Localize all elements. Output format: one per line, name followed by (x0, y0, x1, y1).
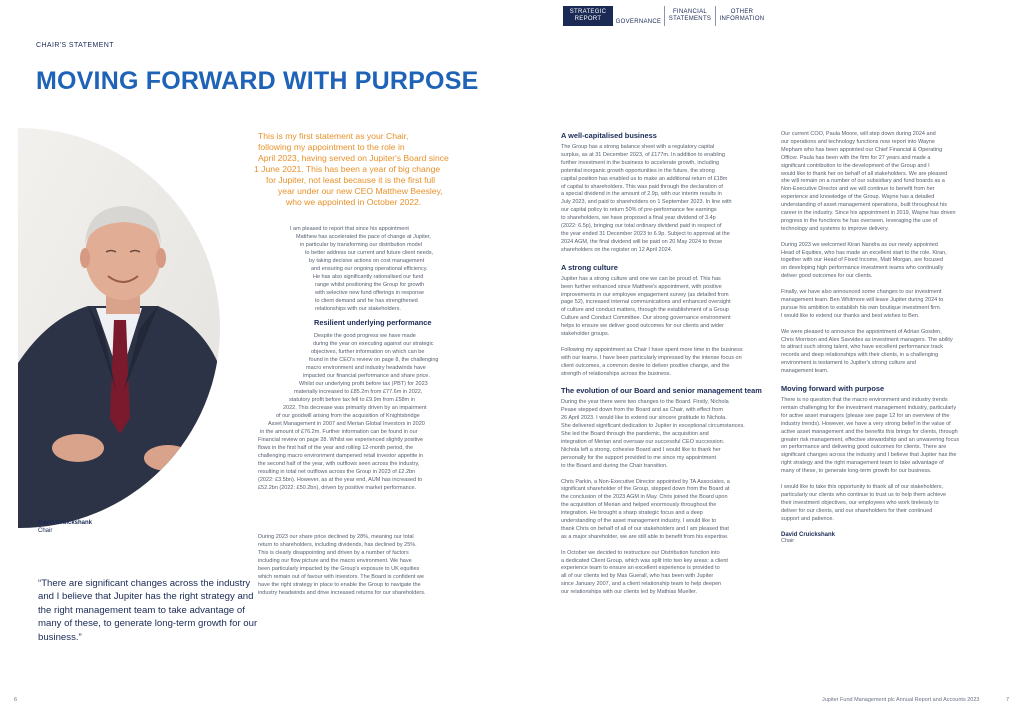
page-number-right: 7 (1006, 697, 1010, 703)
body-line: the conclusion of the 2023 AGM in May. Chris joined the Board upon (561, 494, 728, 501)
body-line: would like to thank her on behalf of all stakeholders. We are pleased (781, 170, 948, 177)
section-heading: A well-capitalised business (561, 131, 657, 140)
footer-title: Jupiter Fund Management plc Annual Report and Accounts 2023 (822, 697, 980, 703)
body-line: to the Board and during the Chair transition. (561, 462, 668, 469)
col1-body-line: industry headwinds and drive increased returns for our shareholders. (258, 590, 426, 596)
body-line: particularly our clients who continue to trust us to help them achieve (781, 491, 947, 498)
signoff-role: Chair (781, 537, 795, 544)
body-line: She led the Board through the pandemic, the acquisition and (561, 431, 709, 438)
body-line: active asset management and the benefits this brings for clients, through (781, 428, 958, 435)
col1-body-line: Asset Management in 2007 and Merian Global Investors in 2020 (268, 421, 425, 427)
col1-body-line: objectives, further information on which can be (311, 349, 425, 355)
body-line: to shareholders, we have proposed a final year dividend of 3.4p (561, 215, 716, 222)
lead-line: year under our new CEO Matthew Beesley, (278, 186, 443, 196)
section-heading: The evolution of our Board and senior management team (561, 386, 762, 396)
col1-body-line: during the year on executing against our strategic (313, 341, 434, 347)
body-line: Following my appointment as Chair I have spent more time in the business (561, 346, 743, 353)
lead-line: following my appointment to the role in (258, 142, 405, 152)
body-line: environment is testament to Jupiter's strong culture and (781, 360, 916, 367)
col1-intro-line: in particular by transforming our distribution model (300, 242, 422, 248)
body-line: further investment in the business to accelerate growth, including (561, 159, 720, 166)
col1-body-line: in the amount of £76.2m. Further information can be found in our (260, 429, 418, 435)
body-line: technology and systems to improve delivery. (781, 225, 889, 232)
body-line: management team. (781, 368, 829, 375)
col1-body-line: £52.2bn (2022: £50.2bn), driven by positive market performance. (258, 485, 417, 491)
col1-body-line: materially increased to £85.2m from £77.6m in 2022, (294, 389, 423, 395)
body-line: our operations and technology functions now report into Wayne (781, 138, 935, 145)
body-line: Culture and Conduct Committee. Our strong governance environment (561, 315, 731, 322)
col1-body-line: During 2023 our share price declined by 28%, meaning our total (258, 534, 414, 540)
page-number-left: 6 (14, 697, 18, 703)
body-line: (2022: 6.5p), bringing our total ordinary dividend paid in respect of (561, 223, 722, 230)
body-line: personally for the support provided to me since my appointment (561, 454, 716, 461)
column-3 (781, 131, 993, 545)
body-line: for active asset managers (please see page 12 for an overview of the (781, 412, 950, 419)
body-line: experience and knowledge of the Group. Wayne has a detailed (781, 194, 935, 201)
photo-caption-role: Chair (38, 528, 53, 534)
col1-heading: Resilient underlying performance (314, 318, 432, 327)
col1-body-line: flows in the first half of the year and rolling 12-month period, the (258, 445, 414, 451)
body-line (561, 542, 766, 550)
col1-body-line: Despite the good progress we have made (314, 333, 416, 339)
body-line: During 2023 we welcomed Kiran Nandra as our newly appointed (781, 241, 938, 248)
nav-divider (715, 6, 716, 26)
body-line: been further enhanced since Matthew's appointment, with positive (561, 283, 722, 290)
lead-line: who we appointed in October 2022. (286, 197, 422, 207)
body-line: integration of Merian and oversaw our successful CEO succession. (561, 438, 725, 445)
col1-body-line: found in the CEO's review on page 8, the challenging (309, 357, 439, 363)
body-line: our relationships with our clients led by Mathias Mueller. (561, 589, 698, 596)
body-line: significant changes across the industry and I believe that Jupiter has the (781, 452, 957, 459)
body-line: Chris Parkin, a Non-Executive Director appointed by TA Associates, a (561, 478, 730, 485)
body-line: together with our Head of Fixed Income, Matt Morgan, are focused (781, 257, 944, 264)
body-line: to attract such strong talent, who have excellent performance track (781, 344, 944, 351)
body-line: career in the industry. Since his appointment in 2019, Wayne has driven (781, 210, 956, 217)
col1-body-line: have the right strategy in place to enable the Group to navigate the (258, 582, 421, 588)
body-line (561, 471, 766, 479)
col1-body-line: return to shareholders, including dividends, has declined by 25%. (258, 542, 417, 548)
body-line: client outcomes, a common desire to deliver positive change, and the (561, 362, 730, 369)
body-line: deliver for our clients, and our shareholders for their continued (781, 507, 933, 514)
col1-body-line: been particularly impacted by the Group's exposure to UK equities (258, 566, 420, 572)
lead-line: 1 June 2021. This has been a year of big change (254, 164, 441, 174)
body-line: I would like to take this opportunity to thank all of our stakeholders, (781, 484, 944, 490)
body-line: records and deep relationships with their clients, in a challenging (781, 352, 939, 359)
body-line: Pease stepped down from the Board and as Chair, with effect from (561, 407, 723, 414)
lead-line: for Jupiter, not least because it is the first full (266, 175, 436, 185)
body-line: with our teams. I have been particularly impressed by the intense focus on (561, 354, 742, 361)
body-line: of capital to shareholders. This was paid through the declaration of (561, 183, 723, 190)
body-line: greater risk management, effective stewardship and an unwavering focus (781, 436, 960, 443)
section-heading: A strong culture (561, 262, 618, 272)
col1-body-line: 2022. This decrease was primarily driven by an impairment (283, 405, 427, 411)
body-line: on performance and delivering good outcomes for clients. There are (781, 444, 947, 451)
body-line: We were pleased to announce the appointment of Adrian Gosden, (781, 328, 942, 335)
body-line: 26 April 2023. I would like to extend our sincere gratitude to Nichola. (561, 415, 727, 422)
body-line: I would like to extend our thanks and best wishes to Ben. (781, 312, 920, 319)
section-heading: Moving forward with purpose (781, 384, 885, 394)
body-line: right strategy and the right management team to take advantage of (781, 460, 944, 467)
body-line: stakeholder groups. (561, 331, 610, 338)
body-line: since January 2007, and a client relationship team to help deepen (561, 581, 722, 588)
col1-intro-line: to client demand and he has strengthened (315, 298, 418, 304)
body-line: helps to ensure we deliver good outcomes for our clients and wider (561, 323, 724, 330)
body-line: the acquisition of Merian and helped enormously throughout the (561, 502, 717, 509)
body-line: potential inorganic growth opportunities in the future, the strong (561, 167, 715, 174)
body-line: experience team to ensure an excellent experience is provided to (561, 565, 720, 572)
body-line: shareholders on the register on 12 April 2024. (561, 246, 673, 253)
body-line: many of these, to generate long-term growth for our business. (781, 468, 932, 475)
column-2 (561, 131, 766, 597)
pull-quote: “There are significant changes across the industry and I believe that Jupiter has the right strategy and the right management team to take advantage of many of these, to generate long-term growth for our business.” (38, 578, 258, 643)
body-line: deliver good outcomes for our clients. (781, 273, 873, 280)
col1-body-line: macro environment and industry headwinds have (306, 365, 426, 371)
body-line (781, 321, 993, 329)
body-line: In October we decided to restructure our Distribution function into (561, 549, 720, 556)
col1-intro-line: range whilst positioning the Group for growth (315, 282, 425, 288)
photo-caption-name: David Cruickshank (38, 520, 93, 526)
body-line: as a major shareholder, we are still able to benefit from his expertise. (561, 533, 729, 540)
body-line: There is no question that the macro environment and industry trends (781, 397, 948, 404)
body-line: page 52), increased internal communications and enhanced oversight (561, 299, 731, 306)
body-line: understanding of the asset management industry. I would like to (561, 518, 717, 525)
body-line: industry trends). However, we have a very strong belief in the value of (781, 420, 951, 427)
col1-body-line: including our flow picture and the macro environment. We have (258, 558, 412, 564)
body-line: capital position has enabled us to make an additional return of £18m (561, 175, 728, 182)
portrait-illustration (18, 128, 220, 528)
col1-body-line: Financial review on page 28. Whilst we experienced slightly positive (258, 437, 424, 443)
tab-other-information[interactable]: OTHER INFORMATION (719, 9, 765, 22)
col1-intro-line: relationships with our stakeholders. (315, 306, 401, 312)
tab-strategic-report[interactable]: STRATEGIC REPORT (563, 6, 613, 26)
col1-intro-line: by taking decisive actions on cost management (309, 258, 425, 264)
body-line: all of our clients led by Max Guerall, who has been with Jupiter (561, 573, 714, 580)
body-line: the year ended 31 December 2023 to 6.9p. Subject to approval at the (561, 230, 730, 237)
body-line (781, 281, 993, 289)
body-line: support and patience. (781, 515, 834, 522)
col1-intro-line: He has also significantly rationalised our fund (313, 274, 424, 280)
body-line: of culture and conduct matters, through the establishment of a Group (561, 307, 729, 314)
body-line: understanding of asset management operations, built throughout his (781, 202, 948, 209)
chair-portrait (18, 128, 220, 528)
body-line (781, 476, 993, 484)
body-line: pursue his ambition to establish his own boutique investment firm. (781, 304, 942, 311)
body-line: management team. Ben Whitmore will leave Jupiter during 2024 to (781, 297, 944, 303)
body-line: integration. He brought a sharp strategic focus and a deep (561, 510, 703, 517)
col1-body-line: (2022: £3.5bn). However, as at the year end, AUM has increased to (258, 477, 423, 483)
col1-body-line: Whilst our underlying profit before tax (PBT) for 2023 (299, 381, 428, 387)
body-line: she will remain on a number of our subsidiary and fund boards as a (781, 178, 945, 185)
col1-body-line: resulting in total net outflows across the Group in 2023 of £2.2bn (258, 469, 416, 475)
body-line: Jupiter has a strong culture and one we can be proud of. This has (561, 275, 721, 282)
body-line: on developing high performance investment teams who continually (781, 265, 944, 272)
body-line: progress in the functions he has overseen, leveraging the use of (781, 217, 938, 224)
body-line: Chris Morrison and Alex Savvides as investment managers. The ability (781, 336, 953, 343)
body-line: thank Chris on behalf of all of our stakeholders and I am pleased that (561, 525, 729, 532)
col1-body-line: statutory profit before tax fell to £9.9m from £58m in (289, 397, 415, 403)
signoff-name: David Cruickshank (781, 531, 836, 538)
body-line (781, 234, 993, 242)
body-line (561, 339, 766, 347)
body-line: During the year there were two changes to the Board. Firstly, Nichola (561, 399, 729, 406)
tab-governance[interactable]: GOVERNANCE (615, 19, 662, 25)
col1-body-line: challenging macro environment dampened retail investor appetite in (258, 453, 424, 459)
col1-intro-line: to better address our current and future client needs, (305, 250, 434, 256)
column-3-content (781, 131, 993, 524)
column-2-content (561, 131, 766, 597)
body-line: The Group has a strong balance sheet with a regulatory capital (561, 144, 715, 150)
body-line: a special dividend in the amount of 2.9p, with our interim results in (561, 191, 722, 198)
body-line: a dedicated Client Group, which was split into two key areas: a client (561, 557, 728, 564)
body-line: July 2023, and paid to shareholders on 1 September 2023. In line with (561, 199, 732, 206)
body-line: their investment objectives, our employees who work tirelessly to (781, 499, 939, 506)
body-line: Mepham who has been appointed our Chief Financial & Operating (781, 146, 943, 153)
lead-line: This is my first statement as your Chair, (258, 131, 409, 141)
section-label: CHAIR'S STATEMENT (36, 42, 114, 49)
body-line: She delivered significant dedication to Jupiter in exceptional circumstances. (561, 423, 745, 430)
lead-line: April 2023, having served on Jupiter's Board since (258, 153, 449, 163)
body-line: 2024 AGM, the final dividend will be paid on 20 May 2024 to those (561, 238, 723, 245)
body-line: improvements in our employee engagement survey (as detailed from (561, 291, 729, 298)
body-line: significant shareholder of the Group, stepped down from the Board at (561, 486, 730, 493)
body-line: Nichola left a strong, cohesive Board and I would like to thank her (561, 446, 721, 453)
body-line: Our current COO, Paula Moore, will step down during 2024 and (781, 131, 936, 137)
col1-body-line: which remain out of favour with investors. The Board is confident we (258, 574, 424, 580)
col1-body-line: This is clearly disappointing and driven by a number of factors (258, 550, 409, 556)
col1-body-line: impacted our financial performance and share price. (303, 373, 430, 379)
col1-intro-line: and ensuring our ongoing operational efficiency. (311, 266, 428, 272)
body-line: surplus, as at 31 December 2023, of £177m. In addition to enabling (561, 151, 725, 158)
body-line: Non-Executive Director and we will continue to benefit from her (781, 186, 935, 193)
nav-divider (664, 6, 665, 26)
col1-body-line: of our goodwill arising from the acquisition of Knightsbridge (276, 413, 420, 419)
body-line: significant contribution to the development of the Group and I (781, 162, 930, 169)
body-line: Officer. Paula has been with the firm for 27 years and made a (781, 154, 931, 161)
body-line: strength of relationships across the business. (561, 370, 672, 377)
body-line: Head of Equities, who has made an excellent start to the role. Kiran, (781, 249, 947, 256)
body-line: Finally, we have also announced some changes to our investment (781, 289, 942, 296)
body-line: remain challenging for the investment management industry, particularly (781, 404, 957, 411)
page-title: MOVING FORWARD WITH PURPOSE (36, 67, 479, 95)
col1-intro-line: Matthew has accelerated the pace of change at Jupiter, (296, 234, 431, 240)
col1-intro-line: with selective new fund offerings in response (315, 290, 425, 296)
col1-body-line: the second half of the year, with outflows seen across the industry, (258, 461, 420, 467)
col1-intro-line: I am pleased to report that since his appointment (290, 226, 409, 232)
tab-financial-statements[interactable]: FINANCIAL STATEMENTS (668, 9, 712, 22)
body-line: our capital policy to return 50% of pre-performance fee earnings (561, 207, 717, 214)
